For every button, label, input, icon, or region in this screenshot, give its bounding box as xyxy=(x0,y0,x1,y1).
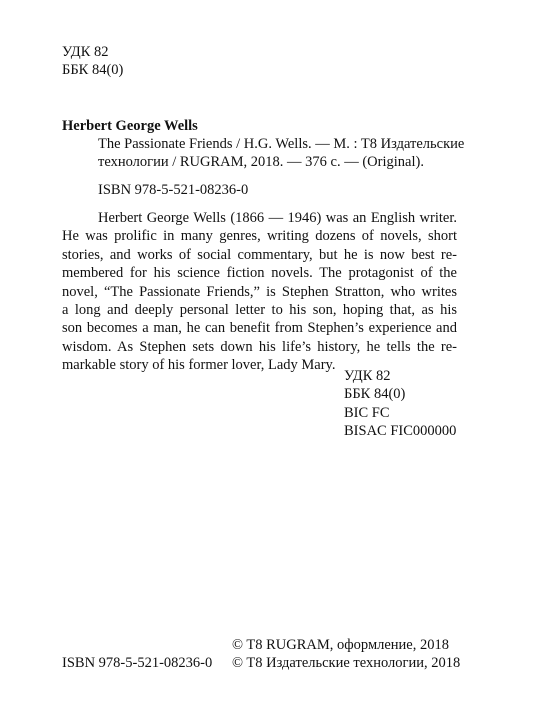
classification-codes-top xyxy=(62,43,123,79)
abstract-paragraph xyxy=(62,209,457,375)
copyright-publisher: © T8 Издательские технологии, 2018 xyxy=(232,655,461,671)
bibliographic-line-1: The Passionate Friends / H.G. Wells. — M. : T8 Издательские xyxy=(98,136,465,152)
classification-codes-right xyxy=(344,367,456,441)
abstract-line: Herbert George Wells (1866 — 1946) was an English writer. xyxy=(98,210,457,226)
bic-code: BIC FC xyxy=(344,404,390,421)
copyright-notices xyxy=(232,636,460,672)
udk-code: УДК 82 xyxy=(344,368,391,384)
copyright-design: © T8 RUGRAM, оформление, 2018 xyxy=(232,637,449,653)
bibliographic-record xyxy=(62,117,465,171)
abstract-line: markable story of his former lover, Lady Mary. xyxy=(62,357,336,374)
abstract-line: He was prolific in many genres, writing dozens of novels, short xyxy=(62,228,457,245)
author-heading: Herbert George Wells xyxy=(62,118,198,134)
isbn-line: ISBN 978-5-521-08236-0 xyxy=(98,182,249,198)
bisac-code: BISAC FIC000000 xyxy=(344,423,457,440)
footer-isbn: ISBN 978-5-521-08236-0 xyxy=(62,655,213,671)
abstract-line: a long and deeply personal letter to his son, hoping that, as his xyxy=(62,302,457,319)
bbk-code: ББК 84(0) xyxy=(344,386,406,403)
abstract-line: wisdom. As Stephen sets down his life’s history, he tells the re- xyxy=(62,338,457,355)
bibliographic-line-2: технологии / RUGRAM, 2018. — 376 c. — (Original). xyxy=(98,154,424,170)
abstract-line: stories, and works of social commentary, but he is now best re- xyxy=(62,246,457,263)
abstract-line: membered for his science fiction novels. The protagonist of the xyxy=(62,265,457,282)
bbk-code: ББК 84(0) xyxy=(62,62,124,78)
abstract-line: son becomes a man, he can benefit from Stephen’s experience and xyxy=(62,320,457,337)
udk-code: УДК 82 xyxy=(62,44,109,60)
abstract-line: novel, “The Passionate Friends,” is Stephen Stratton, who writes xyxy=(62,283,457,300)
